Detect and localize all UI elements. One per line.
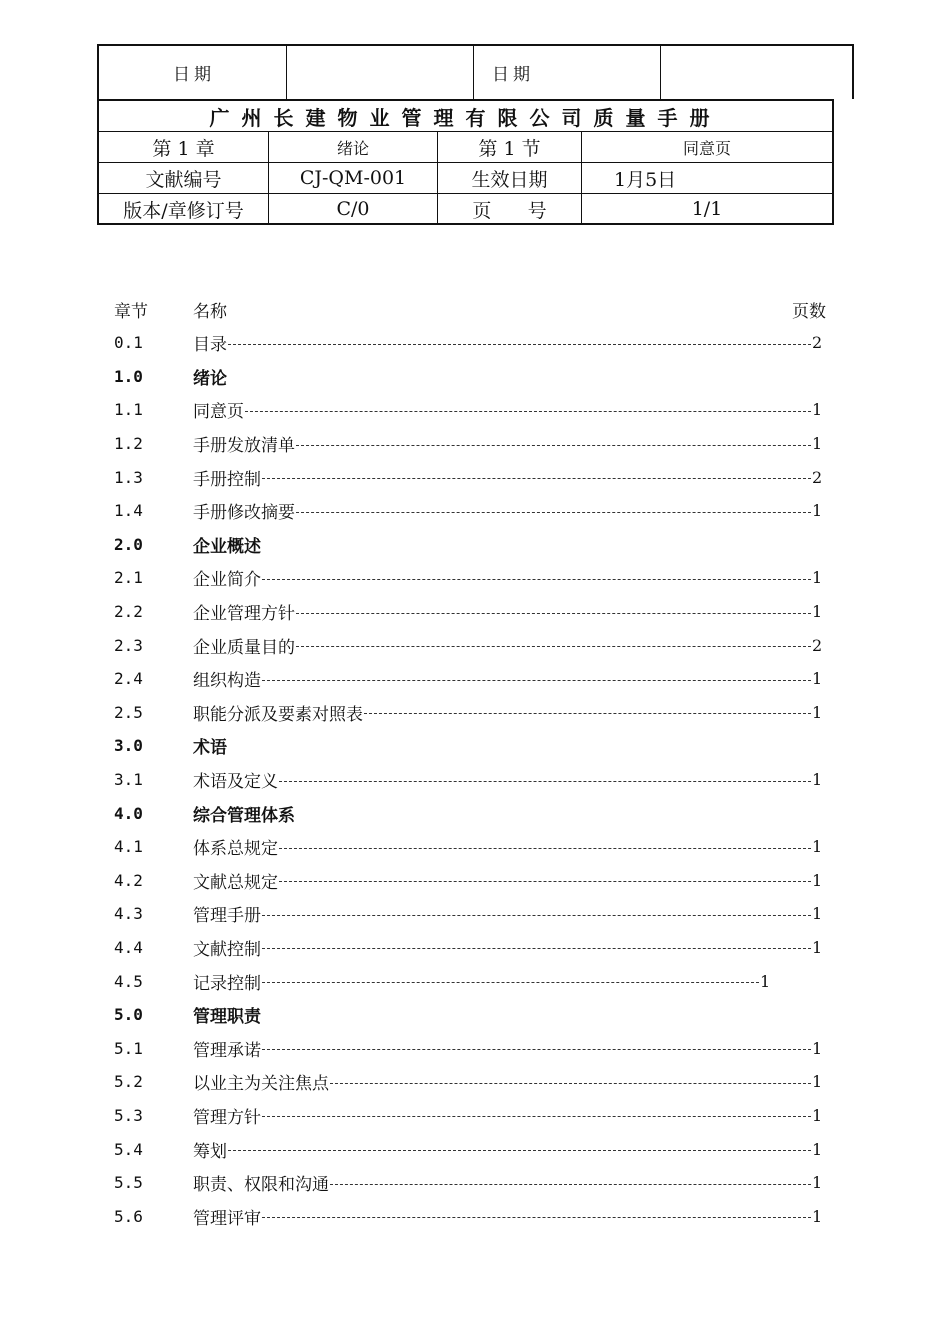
toc-col-chapter: 章节 bbox=[114, 302, 148, 322]
header-row-chapter bbox=[99, 132, 832, 163]
effective-date-value: 1月5日 bbox=[614, 168, 677, 191]
toc-entry-name: 综合管理体系 bbox=[193, 805, 295, 826]
toc-entry-name: 管理方针 bbox=[193, 1107, 261, 1128]
toc-entry-number: 3.1 bbox=[114, 770, 143, 790]
toc-entry-name: 手册发放清单 bbox=[193, 436, 295, 457]
toc-leader-line bbox=[330, 1072, 811, 1092]
toc-entry-row bbox=[114, 1031, 826, 1065]
toc-entry-row bbox=[114, 628, 826, 662]
toc-entry-number: 2.0 bbox=[114, 534, 143, 554]
toc-leader-line bbox=[262, 971, 759, 991]
toc-entry-name: 体系总规定 bbox=[193, 839, 278, 860]
toc-entry-row bbox=[114, 1065, 826, 1099]
toc-entry-name: 企业简介 bbox=[193, 570, 261, 591]
toc-entry-name: 手册修改摘要 bbox=[193, 503, 295, 524]
header-row-version bbox=[99, 194, 832, 224]
toc-entry-row bbox=[114, 931, 826, 965]
page-label: 页 号 bbox=[438, 194, 582, 224]
docno-label: 文献编号 bbox=[99, 163, 269, 193]
toc-leader-line bbox=[262, 1038, 811, 1058]
document-header-table bbox=[97, 99, 834, 225]
toc-entry-row bbox=[114, 897, 826, 931]
toc-entry-number: 2.4 bbox=[114, 669, 143, 689]
date-label-1: 日期 bbox=[99, 46, 287, 99]
effective-date-label: 生效日期 bbox=[438, 163, 582, 193]
toc-entry-row bbox=[114, 494, 826, 528]
toc-entry-number: 5.1 bbox=[114, 1038, 143, 1058]
toc-entry-number: 2.3 bbox=[114, 635, 143, 655]
header-row-docno bbox=[99, 163, 832, 194]
date-label-2: 日期 bbox=[474, 46, 661, 99]
date-value-2 bbox=[661, 46, 852, 99]
toc-entry-number: 3.0 bbox=[114, 736, 143, 756]
toc-entry-number: 1.3 bbox=[114, 467, 143, 487]
toc-leader-line bbox=[279, 837, 811, 857]
toc-entry-name: 目录 bbox=[193, 335, 227, 356]
toc-entry-row bbox=[114, 427, 826, 461]
toc-entry-page: 2 bbox=[812, 635, 823, 655]
toc-entry-page: 2 bbox=[812, 333, 823, 353]
toc-leader-line bbox=[296, 434, 811, 454]
toc-entry-name: 文献控制 bbox=[193, 939, 261, 960]
toc-entry-name: 管理手册 bbox=[193, 906, 261, 927]
toc-entry-name: 企业管理方针 bbox=[193, 604, 295, 625]
toc-entry-number: 4.3 bbox=[114, 904, 143, 924]
toc-entry-name: 绪论 bbox=[193, 368, 227, 389]
toc-entry-name: 管理评审 bbox=[193, 1208, 261, 1229]
toc-col-page: 页数 bbox=[792, 302, 826, 322]
toc-chapter-row bbox=[114, 360, 826, 394]
section-value: 同意页 bbox=[682, 138, 731, 158]
toc-leader-line bbox=[262, 937, 811, 957]
toc-entry-row bbox=[114, 1199, 826, 1233]
toc-entry-name: 职责、权限和沟通 bbox=[193, 1175, 329, 1196]
toc-chapter-row bbox=[114, 796, 826, 830]
toc-entry-row bbox=[114, 864, 826, 898]
toc-entry-page: 1 bbox=[812, 837, 823, 857]
toc-leader-line bbox=[279, 770, 811, 790]
docno-value: CJ-QM-001 bbox=[269, 163, 438, 193]
toc-entry-number: 4.1 bbox=[114, 837, 143, 857]
toc-entry-row bbox=[114, 460, 826, 494]
toc-entry-number: 5.2 bbox=[114, 1072, 143, 1092]
toc-leader-line bbox=[296, 602, 811, 622]
toc-entry-number: 2.2 bbox=[114, 602, 143, 622]
version-label: 版本/章修订号 bbox=[99, 194, 269, 224]
toc-entry-page: 1 bbox=[812, 1105, 823, 1125]
toc-entry-name: 管理职责 bbox=[193, 1007, 261, 1028]
date-table bbox=[97, 44, 854, 99]
toc-entry-number: 2.1 bbox=[114, 568, 143, 588]
toc-entry-name: 管理承诺 bbox=[193, 1040, 261, 1061]
toc-chapter-row bbox=[114, 998, 826, 1032]
toc-entry-number: 4.4 bbox=[114, 937, 143, 957]
toc-entry-name: 文献总规定 bbox=[193, 872, 278, 893]
toc-entry-page: 1 bbox=[812, 770, 823, 790]
toc-body bbox=[114, 326, 826, 1233]
section-label: 第 1 节 bbox=[438, 132, 582, 162]
toc-entry-page: 1 bbox=[812, 434, 823, 454]
toc-entry-row bbox=[114, 1132, 826, 1166]
toc-entry-number: 1.2 bbox=[114, 434, 143, 454]
toc-entry-number: 0.1 bbox=[114, 333, 143, 353]
toc-header bbox=[114, 293, 826, 326]
toc-entry-page: 1 bbox=[812, 602, 823, 622]
toc-entry-name: 手册控制 bbox=[193, 469, 261, 490]
toc-chapter-row bbox=[114, 528, 826, 562]
toc-entry-row bbox=[114, 393, 826, 427]
toc-leader-line bbox=[330, 1173, 811, 1193]
toc-leader-line bbox=[296, 501, 811, 521]
toc-entry-number: 4.2 bbox=[114, 870, 143, 890]
toc-entry-page: 1 bbox=[812, 1206, 823, 1226]
toc-entry-page: 2 bbox=[812, 467, 823, 487]
toc-entry-row bbox=[114, 964, 826, 998]
toc-entry-row bbox=[114, 326, 826, 360]
toc-entry-name: 企业质量目的 bbox=[193, 637, 295, 658]
toc-entry-number: 5.5 bbox=[114, 1173, 143, 1193]
toc-entry-page: 1 bbox=[812, 568, 823, 588]
toc-entry-name: 筹划 bbox=[193, 1141, 227, 1162]
toc-leader-line bbox=[228, 1139, 811, 1159]
toc-entry-page: 1 bbox=[812, 1072, 823, 1092]
toc-entry-name: 同意页 bbox=[193, 402, 244, 423]
chapter-label: 第 1 章 bbox=[99, 132, 269, 162]
document-title: 广州长建物业管理有限公司质量手册 bbox=[99, 101, 832, 132]
toc-leader-line bbox=[262, 904, 811, 924]
toc-leader-line bbox=[262, 467, 811, 487]
toc-entry-number: 2.5 bbox=[114, 702, 143, 722]
toc-entry-row bbox=[114, 561, 826, 595]
chapter-value: 绪论 bbox=[269, 132, 438, 162]
toc-leader-line bbox=[262, 1206, 811, 1226]
toc-entry-name: 以业主为关注焦点 bbox=[193, 1074, 329, 1095]
version-value: C/0 bbox=[269, 194, 438, 224]
toc-entry-row bbox=[114, 662, 826, 696]
toc-entry-name: 组织构造 bbox=[193, 671, 261, 692]
toc-leader-line bbox=[364, 702, 811, 722]
toc-leader-line bbox=[262, 669, 811, 689]
toc-entry-row bbox=[114, 1099, 826, 1133]
toc-entry-row bbox=[114, 595, 826, 629]
toc-leader-line bbox=[262, 1105, 811, 1125]
toc-entry-number: 1.4 bbox=[114, 501, 143, 521]
toc-leader-line bbox=[262, 568, 811, 588]
toc-entry-row bbox=[114, 696, 826, 730]
date-value-1 bbox=[287, 46, 474, 99]
toc-entry-number: 4.5 bbox=[114, 971, 143, 991]
toc-leader-line bbox=[228, 333, 811, 353]
toc-leader-line bbox=[296, 635, 811, 655]
toc-entry-name: 术语 bbox=[193, 738, 227, 759]
toc-entry-page: 1 bbox=[812, 400, 823, 420]
toc-entry-row bbox=[114, 1166, 826, 1200]
toc-entry-row bbox=[114, 830, 826, 864]
toc-entry-name: 企业概述 bbox=[193, 536, 261, 557]
toc-entry-page: 1 bbox=[812, 904, 823, 924]
toc-entry-number: 5.4 bbox=[114, 1139, 143, 1159]
toc-col-name: 名称 bbox=[193, 302, 227, 322]
toc-entry-number: 5.6 bbox=[114, 1206, 143, 1226]
toc-chapter-row bbox=[114, 729, 826, 763]
toc-entry-page: 1 bbox=[760, 971, 771, 991]
toc-entry-page: 1 bbox=[812, 1173, 823, 1193]
toc-leader-line bbox=[279, 870, 811, 890]
toc-leader-line bbox=[245, 400, 811, 420]
toc-entry-row bbox=[114, 763, 826, 797]
toc-entry-page: 1 bbox=[812, 1139, 823, 1159]
toc-entry-number: 4.0 bbox=[114, 803, 143, 823]
toc-entry-page: 1 bbox=[812, 937, 823, 957]
page-value: 1/1 bbox=[691, 198, 723, 220]
toc-entry-name: 记录控制 bbox=[193, 973, 261, 994]
table-of-contents bbox=[114, 293, 826, 1233]
toc-entry-number: 5.0 bbox=[114, 1005, 143, 1025]
toc-entry-name: 职能分派及要素对照表 bbox=[193, 704, 363, 725]
toc-entry-number: 1.0 bbox=[114, 366, 143, 386]
toc-entry-page: 1 bbox=[812, 702, 823, 722]
toc-entry-page: 1 bbox=[812, 1038, 823, 1058]
toc-entry-page: 1 bbox=[812, 870, 823, 890]
toc-entry-name: 术语及定义 bbox=[193, 772, 278, 793]
toc-entry-number: 1.1 bbox=[114, 400, 143, 420]
toc-entry-page: 1 bbox=[812, 669, 823, 689]
toc-entry-page: 1 bbox=[812, 501, 823, 521]
toc-entry-number: 5.3 bbox=[114, 1105, 143, 1125]
